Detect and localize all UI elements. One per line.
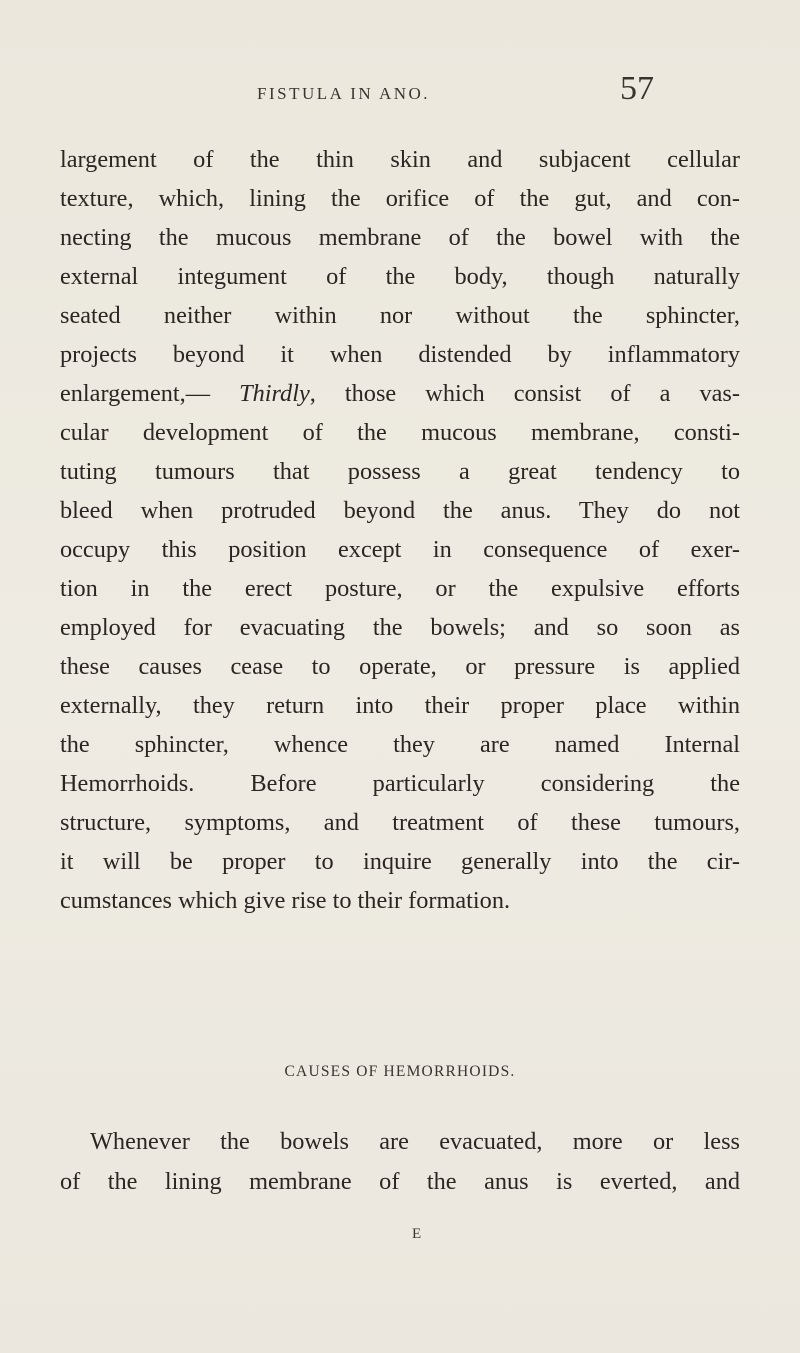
text-line: tuting tumours that possess a great tendency to — [60, 458, 740, 485]
text-line: employed for evacuating the bowels; and so soon as — [60, 614, 740, 641]
text-line: cular development of the mucous membrane, consti- — [60, 419, 740, 446]
text-line: cumstances which give rise to their formation. — [60, 887, 511, 914]
text-line: structure, symptoms, and treatment of these tumours, — [60, 809, 740, 836]
text-line: texture, which, lining the orifice of the gut, and con- — [60, 185, 740, 212]
paragraph-1 — [60, 140, 740, 920]
text-line: external integument of the body, though naturally — [60, 263, 740, 290]
section-heading: CAUSES OF HEMORRHOIDS. — [284, 1063, 516, 1080]
text-line: enlargement,— Thirdly, those which consist of a vas- — [60, 380, 740, 407]
signature-mark: E — [412, 1226, 422, 1242]
text-line: of the lining membrane of the anus is everted, and — [60, 1168, 740, 1195]
text-line: Whenever the bowels are evacuated, more or less — [90, 1128, 740, 1155]
running-title: FISTULA IN ANO. — [257, 84, 431, 103]
text-line: it will be proper to inquire generally into the cir- — [60, 848, 740, 875]
text-line: necting the mucous membrane of the bowel with the — [60, 224, 740, 251]
text-line: bleed when protruded beyond the anus. They do not — [60, 497, 740, 524]
page-number: 57 — [620, 70, 654, 107]
paragraph-2 — [60, 1122, 740, 1202]
text-line: the sphincter, whence they are named Internal — [60, 731, 740, 758]
text-line: seated neither within nor without the sphincter, — [60, 302, 740, 329]
text-line: largement of the thin skin and subjacent cellular — [60, 146, 740, 173]
text-line: these causes cease to operate, or pressure is applied — [60, 653, 740, 680]
text-line: externally, they return into their proper place within — [60, 692, 740, 719]
text-line: tion in the erect posture, or the expulsive efforts — [60, 575, 740, 602]
text-line: occupy this position except in consequence of exer- — [60, 536, 740, 563]
text-line: Hemorrhoids. Before particularly considering the — [60, 770, 740, 797]
text-line: projects beyond it when distended by inflammatory — [60, 341, 740, 368]
